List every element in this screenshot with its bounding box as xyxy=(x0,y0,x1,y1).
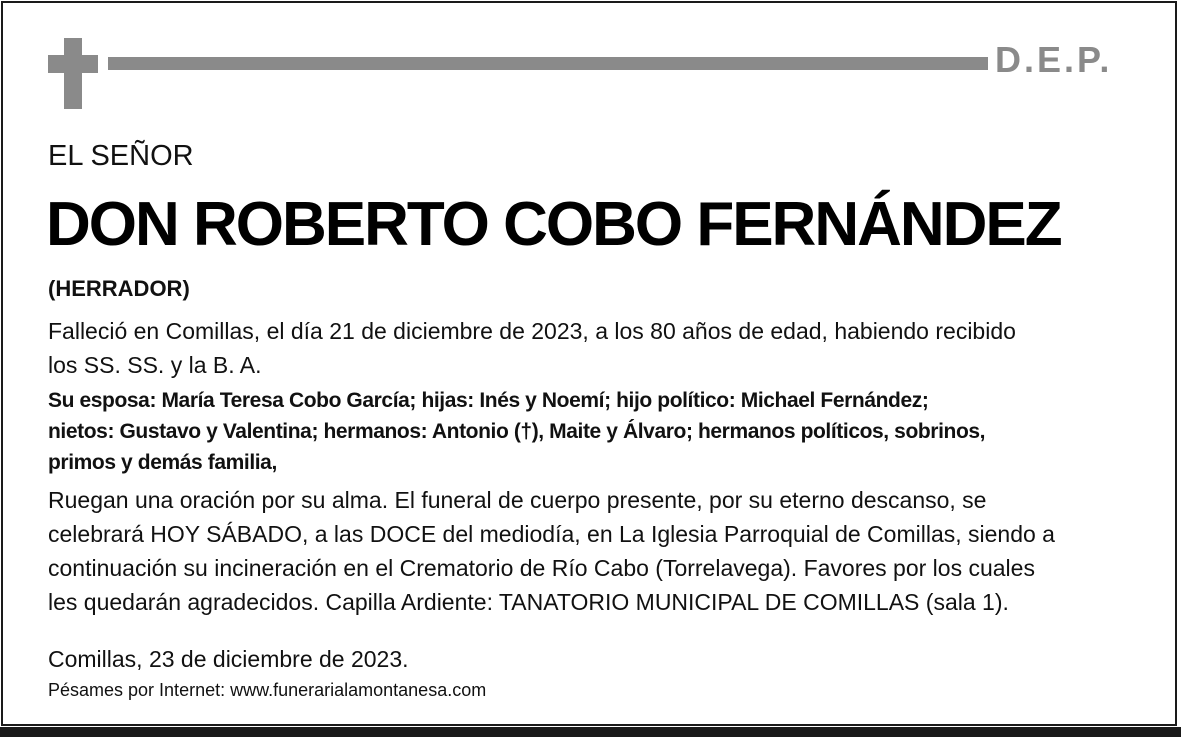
family-line: Su esposa: María Teresa Cobo García; hijas: Inés y Noemí; hijo político: Michael Fernández; xyxy=(48,389,929,412)
honorific: EL SEÑOR xyxy=(48,140,194,172)
dep-label: D.E.P. xyxy=(995,39,1113,80)
family-list xyxy=(48,385,1148,478)
funeral-info-line: les quedarán agradecidos. Capilla Ardiente: TANATORIO MUNICIPAL DE COMILLAS (sala 1). xyxy=(48,589,1009,615)
cross-vertical-bar xyxy=(64,38,82,109)
funeral-info xyxy=(48,483,1148,619)
bottom-rule xyxy=(0,727,1181,737)
cross-horizontal-bar xyxy=(48,55,98,73)
profession: (HERRADOR) xyxy=(48,276,190,301)
place-date: Comillas, 23 de diciembre de 2023. xyxy=(48,646,409,672)
family-line: primos y demás familia, xyxy=(48,451,277,474)
funeral-info-line: continuación su incineración en el Crematorio de Río Cabo (Torrelavega). Favores por los cuales xyxy=(48,555,1035,581)
death-notice-line: los SS. SS. y la B. A. xyxy=(48,352,262,378)
deceased-name: DON ROBERTO COBO FERNÁNDEZ xyxy=(46,190,1061,259)
family-line: nietos: Gustavo y Valentina; hermanos: Antonio (†), Maite y Álvaro; hermanos políticos, sobrinos, xyxy=(48,420,986,443)
funeral-info-line: Ruegan una oración por su alma. El funeral de cuerpo presente, por su eterno descanso, se xyxy=(48,487,987,513)
death-notice-line: Falleció en Comillas, el día 21 de diciembre de 2023, a los 80 años de edad, habiendo recibido xyxy=(48,318,1016,344)
death-notice xyxy=(48,314,1148,382)
header-rule xyxy=(108,57,988,70)
funeral-info-line: celebrará HOY SÁBADO, a las DOCE del mediodía, en La Iglesia Parroquial de Comillas, siendo a xyxy=(48,521,1055,547)
internet-condolences: Pésames por Internet: www.funerarialamontanesa.com xyxy=(48,680,487,700)
